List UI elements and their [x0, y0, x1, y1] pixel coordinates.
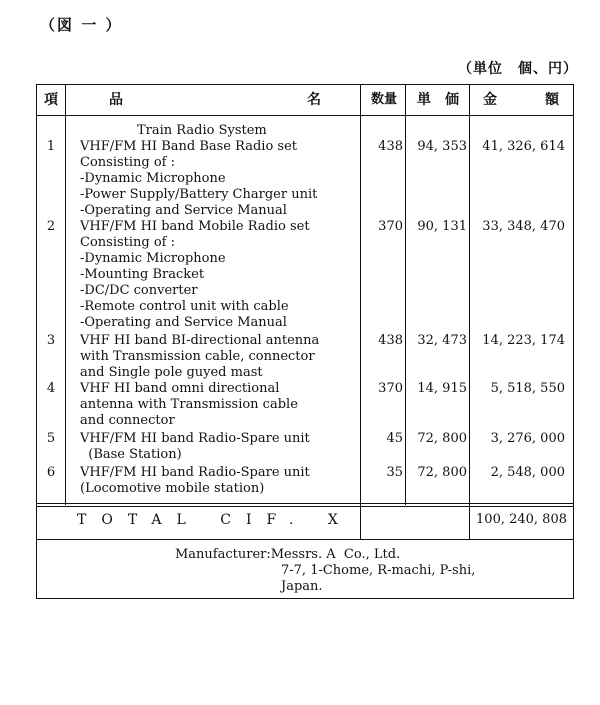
item-amount: 3, 276, 000	[490, 431, 565, 446]
item-price: 90, 131	[417, 219, 467, 234]
manufacturer-line-3: Japan.	[281, 579, 323, 594]
item-line: VHF/FM HI band Mobile Radio set	[80, 219, 310, 234]
figure-label: （図 一 ）	[40, 16, 123, 34]
item-line: Consisting of :	[80, 235, 176, 250]
col-divider-name	[360, 85, 361, 540]
items-bottom-line-2	[37, 506, 573, 507]
item-line: -Dynamic Microphone	[80, 251, 226, 266]
item-price: 72, 800	[417, 431, 467, 446]
item-qty: 370	[378, 381, 403, 396]
item-qty: 438	[378, 139, 403, 154]
manufacturer-line-1: Manufacturer:Messrs. A Co., Ltd.	[175, 547, 401, 562]
item-no: 2	[46, 219, 56, 234]
item-no: 5	[46, 431, 56, 446]
header-amount-left: 金	[483, 92, 497, 108]
item-line: (Base Station)	[80, 447, 182, 462]
item-price: 14, 915	[417, 381, 467, 396]
item-no: 3	[46, 333, 56, 348]
item-qty: 35	[386, 465, 403, 480]
item-line: (Locomotive mobile station)	[80, 481, 265, 496]
item-line: antenna with Transmission cable	[80, 397, 298, 412]
header-no: 項	[44, 92, 58, 108]
item-line: -Operating and Service Manual	[80, 315, 287, 330]
item-line: -Power Supply/Battery Charger unit	[80, 187, 318, 202]
item-line: Train Radio System	[137, 123, 267, 138]
item-price: 72, 800	[417, 465, 467, 480]
item-amount: 14, 223, 174	[482, 333, 565, 348]
header-divider	[37, 115, 573, 116]
header-qty: 数量	[370, 92, 397, 107]
unit-label: （単位 個、円）	[458, 61, 578, 77]
item-line: VHF/FM HI Band Base Radio set	[80, 139, 297, 154]
item-line: and connector	[80, 413, 175, 428]
item-qty: 438	[378, 333, 403, 348]
header-amount-right: 額	[545, 92, 559, 108]
item-line: and Single pole guyed mast	[80, 365, 263, 380]
col-divider-no	[65, 85, 66, 505]
item-amount: 2, 548, 000	[490, 465, 565, 480]
item-no: 6	[46, 465, 56, 480]
item-amount: 33, 348, 470	[482, 219, 565, 234]
item-no: 4	[46, 381, 56, 396]
manufacturer-line-2: 7-7, 1-Chome, R-machi, P-shi,	[281, 563, 476, 578]
item-line: VHF HI band omni directional	[80, 381, 280, 396]
item-line: VHF/FM HI band Radio-Spare unit	[80, 431, 310, 446]
total-bottom-line	[37, 539, 573, 540]
item-line: -DC/DC converter	[80, 283, 198, 298]
col-divider-qty	[405, 85, 406, 505]
item-line: VHF HI band BI-directional antenna	[80, 333, 320, 348]
total-label: TOTAL CIF. X	[77, 512, 353, 528]
item-line: -Dynamic Microphone	[80, 171, 226, 186]
items-bottom-line-1	[37, 503, 573, 504]
item-qty: 370	[378, 219, 403, 234]
item-line: -Mounting Bracket	[80, 267, 205, 282]
item-no: 1	[46, 139, 56, 154]
item-line: -Remote control unit with cable	[80, 299, 289, 314]
item-line: -Operating and Service Manual	[80, 203, 287, 218]
item-amount: 5, 518, 550	[490, 381, 565, 396]
item-price: 32, 473	[417, 333, 467, 348]
item-price: 94, 353	[417, 139, 467, 154]
invoice-table	[36, 84, 574, 599]
header-name-left: 品	[109, 92, 123, 108]
header-name-right: 名	[307, 92, 321, 108]
item-qty: 45	[386, 431, 403, 446]
item-amount: 41, 326, 614	[482, 139, 565, 154]
header-price: 単 価	[417, 92, 459, 108]
item-line: Consisting of :	[80, 155, 176, 170]
item-line: with Transmission cable, connector	[80, 349, 315, 364]
col-divider-price	[469, 85, 470, 540]
item-line: VHF/FM HI band Radio-Spare unit	[80, 465, 310, 480]
total-amount: 100, 240, 808	[476, 512, 567, 527]
